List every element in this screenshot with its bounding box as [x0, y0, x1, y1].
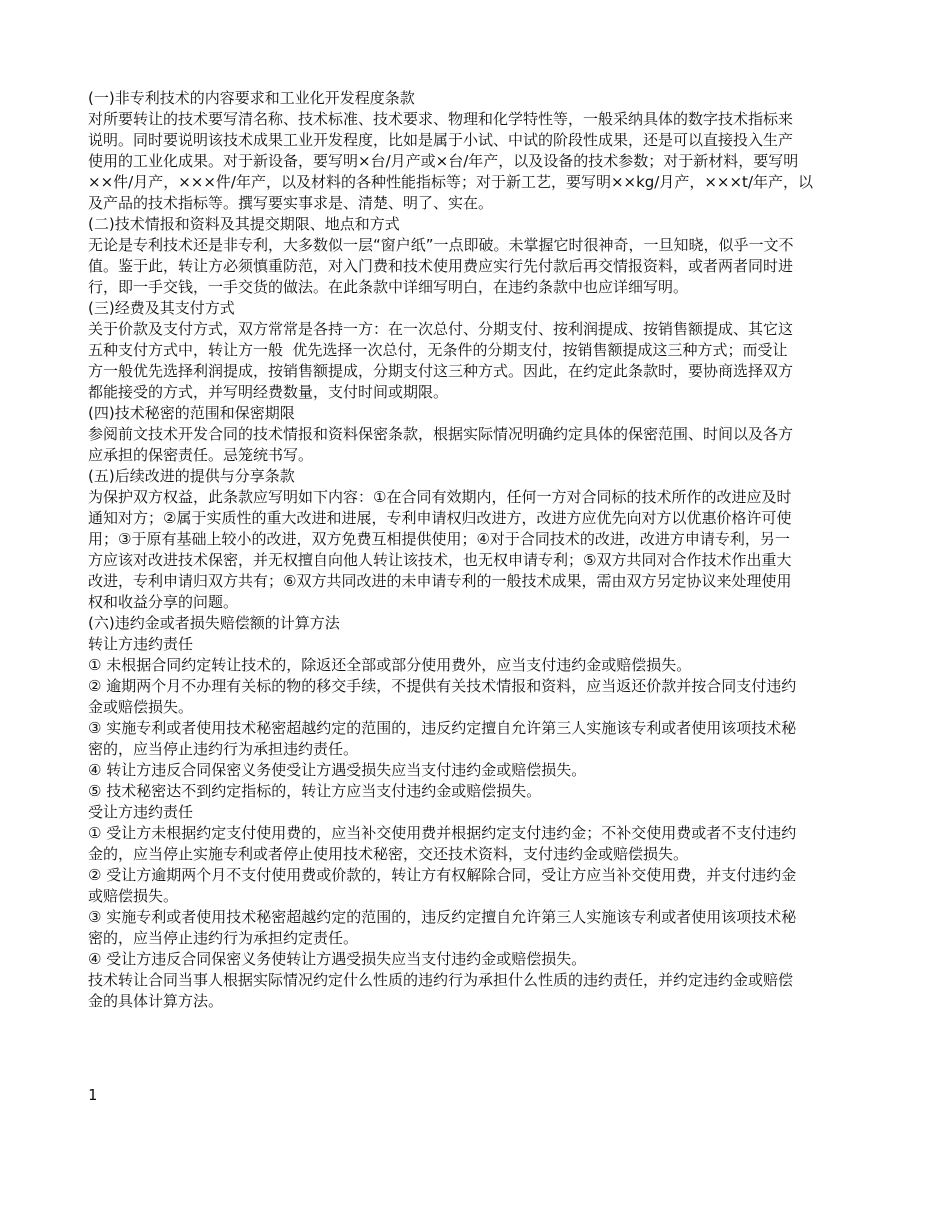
text-line: 用；③于原有基础上较小的改进，双方免费互相提供使用；④对于合同技术的改进，改进方申请专利，另一 — [88, 530, 790, 548]
text-line: 行，即一手交钱，一手交货的做法。在此条款中详细写明白，在违约条款中也应详细写明。 — [88, 278, 689, 296]
text-line: 方一般优先选择利润提成，按销售额提成，分期支付这三种方式。因此，在约定此条款时，要协商选择双方 — [88, 362, 794, 380]
text-line: ④ 受让方违反合同保密义务使转让方遇受损失应当支付违约金或赔偿损失。 — [88, 950, 587, 968]
text-line: 为保护双方权益，此条款应写明如下内容：①在合同有效期内，任何一方对合同标的技术所作的改进应及时 — [88, 488, 792, 506]
text-line: ① 未根据合同约定转让技术的，除返还全部或部分使用费外，应当支付违约金或赔偿损失。 — [88, 656, 692, 674]
text-line: 及产品的技术指标等。撰写要实事求是、清楚、明了、实在。 — [88, 194, 494, 212]
text-line: 技术转让合同当事人根据实际情况约定什么性质的违约行为承担什么性质的违约责任，并约定违约金或赔偿 — [88, 971, 794, 989]
text-line: ② 受让方逾期两个月不支付使用费或价款的，转让方有权解除合同，受让方应当补交使用费，并支付违约金 — [88, 866, 797, 884]
text-line: 五种支付方式中，转让方一般 优先选择一次总付，无条件的分期支付，按销售额提成这三种方式；而受让 — [88, 341, 788, 359]
text-line: 方应该对改进技术保密，并无权擅自向他人转让该技术，也无权申请专利；⑤双方共同对合作技术作出重大 — [88, 551, 792, 569]
text-line: 关于价款及支付方式，双方常常是各持一方：在一次总付、分期支付、按利润提成、按销售额提成、其它这 — [88, 320, 794, 338]
text-line: 对所要转让的技术要写清名称、技术标准、技术要求、物理和化学特性等，一般采纳具体的数字技术指标来 — [88, 110, 794, 128]
text-line: ⑤ 技术秘密达不到约定指标的，转让方应当支付违约金或赔偿损失。 — [88, 782, 542, 800]
text-line: (五)后续改进的提供与分享条款 — [88, 467, 295, 485]
text-line: 改进，专利申请归双方共有；⑥双方共同改进的未申请专利的一般技术成果，需由双方另定协议来处理使用 — [88, 572, 792, 590]
text-line: ④ 转让方违反合同保密义务使受让方遇受损失应当支付违约金或赔偿损失。 — [88, 761, 587, 779]
text-line: 或赔偿损失。 — [88, 887, 179, 905]
text-line: ××件/月产，×××件/年产，以及材料的各种性能指标等；对于新工艺，要写明××kg/月产，×××t/年产，以 — [88, 173, 813, 191]
page-number: 1 — [88, 1086, 98, 1104]
text-line: 说明。同时要说明该技术成果工业开发程度，比如是属于小试、中试的阶段性成果，还是可以直接投入生产 — [88, 131, 794, 149]
text-line: 都能接受的方式，并写明经费数量，支付时间或期限。 — [88, 383, 449, 401]
text-line: 应承担的保密责任。忌笼统书写。 — [88, 446, 314, 464]
text-line: 密的，应当停止违约行为承担约定责任。 — [88, 929, 359, 947]
text-line: 金的，应当停止实施专利或者停止使用技术秘密，交还技术资料，支付违约金或赔偿损失。 — [88, 845, 689, 863]
text-line: (三)经费及其支付方式 — [88, 299, 235, 317]
text-line: 受让方违约责任 — [88, 803, 194, 821]
text-line: 值。鉴于此，转让方必须慎重防范，对入门费和技术使用费应实行先付款后再交情报资料，或者两者同时进 — [88, 257, 794, 275]
text-line: 转让方违约责任 — [88, 635, 194, 653]
text-line: 参阅前文技术开发合同的技术情报和资料保密条款，根据实际情况明确约定具体的保密范围、时间以及各方 — [88, 425, 794, 443]
document-body — [88, 88, 863, 1012]
text-line: ② 逾期两个月不办理有关标的物的移交手续，不提供有关技术情报和资料，应当返还价款并按合同支付违约 — [88, 677, 797, 695]
text-line: ① 受让方未根据约定支付使用费的，应当补交使用费并根据约定支付违约金；不补交使用费或者不支付违约 — [88, 824, 797, 842]
text-line: ③ 实施专利或者使用技术秘密超越约定的范围的，违反约定擅自允许第三人实施该专利或者使用该项技术秘 — [88, 719, 797, 737]
text-line: ③ 实施专利或者使用技术秘密超越约定的范围的，违反约定擅自允许第三人实施该专利或者使用该项技术秘 — [88, 908, 797, 926]
text-line: 金的具体计算方法。 — [88, 992, 224, 1010]
text-line: 权和收益分享的问题。 — [88, 593, 239, 611]
text-line: 密的，应当停止违约行为承担违约责任。 — [88, 740, 359, 758]
text-line: (六)违约金或者损失赔偿额的计算方法 — [88, 614, 340, 632]
text-line: 金或赔偿损失。 — [88, 698, 194, 716]
text-line: 通知对方；②属于实质性的重大改进和进展，专利申请权归改进方，改进方应优先向对方以优惠价格许可使 — [88, 509, 792, 527]
text-line: (一)非专利技术的内容要求和工业化开发程度条款 — [88, 89, 415, 107]
text-line: (二)技术情报和资料及其提交期限、地点和方式 — [88, 215, 400, 233]
text-line: (四)技术秘密的范围和保密期限 — [88, 404, 295, 422]
text-line: 无论是专利技术还是非专利，大多数似一层“窗户纸”一点即破。未掌握它时很神奇，一旦知晓，似乎一文不 — [88, 236, 794, 254]
text-line: 使用的工业化成果。对于新设备，要写明×台/月产或×台/年产，以及设备的技术参数；对于新材料，要写明 — [88, 152, 799, 170]
